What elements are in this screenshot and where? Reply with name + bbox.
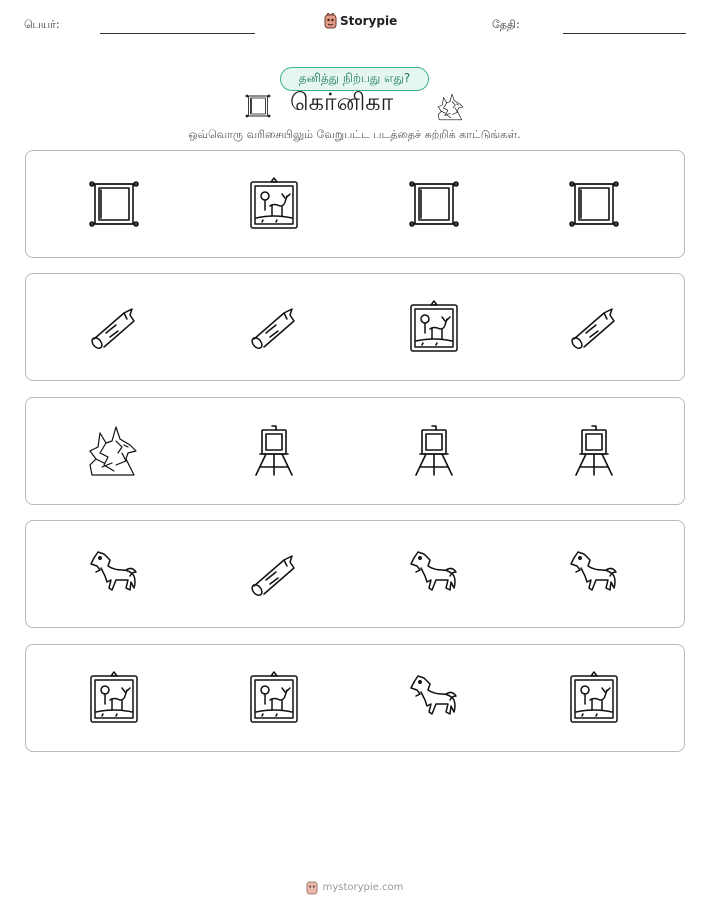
painting-icon[interactable]	[246, 176, 302, 232]
horse-icon[interactable]	[406, 670, 462, 726]
painting-icon[interactable]	[406, 299, 462, 355]
brand-name: Storypie	[340, 14, 398, 28]
puzzle-row	[25, 520, 685, 628]
wolf-icon[interactable]	[86, 423, 142, 479]
storypie-logo-icon	[324, 13, 337, 29]
horse-icon[interactable]	[566, 546, 622, 602]
storypie-footer-icon	[306, 880, 318, 895]
frame-icon[interactable]	[566, 176, 622, 232]
name-label: பெயர்:	[24, 18, 60, 31]
frame-icon[interactable]	[86, 176, 142, 232]
painting-icon[interactable]	[246, 670, 302, 726]
title-wolf-icon	[436, 92, 466, 122]
name-line[interactable]	[100, 33, 255, 34]
log-icon[interactable]	[246, 546, 302, 602]
date-line[interactable]	[563, 33, 686, 34]
puzzle-row	[25, 150, 685, 258]
log-icon[interactable]	[246, 299, 302, 355]
instructions: ஒவ்வொரு வரிசையிலும் வேறுபட்ட படத்தைச் சுற்றிக் காட்டுங்கள்.	[188, 128, 521, 141]
brand-logo	[324, 13, 397, 29]
worksheet-header	[0, 0, 709, 48]
horse-icon[interactable]	[86, 546, 142, 602]
easel-icon[interactable]	[246, 423, 302, 479]
footer	[0, 880, 709, 895]
horse-icon[interactable]	[406, 546, 462, 602]
easel-icon[interactable]	[566, 423, 622, 479]
log-icon[interactable]	[566, 299, 622, 355]
frame-icon[interactable]	[406, 176, 462, 232]
title-frame-icon	[244, 91, 272, 121]
date-label: தேதி:	[492, 18, 520, 31]
log-icon[interactable]	[86, 299, 142, 355]
title-row	[0, 88, 709, 124]
question-badge: தனித்து நிற்பது எது?	[280, 67, 429, 91]
puzzle-row	[25, 273, 685, 381]
painting-icon[interactable]	[566, 670, 622, 726]
puzzle-row	[25, 644, 685, 752]
easel-icon[interactable]	[406, 423, 462, 479]
page-title: கெர்னிகா	[290, 88, 394, 116]
puzzle-row	[25, 397, 685, 505]
footer-site: mystorypie.com	[322, 882, 404, 893]
painting-icon[interactable]	[86, 670, 142, 726]
